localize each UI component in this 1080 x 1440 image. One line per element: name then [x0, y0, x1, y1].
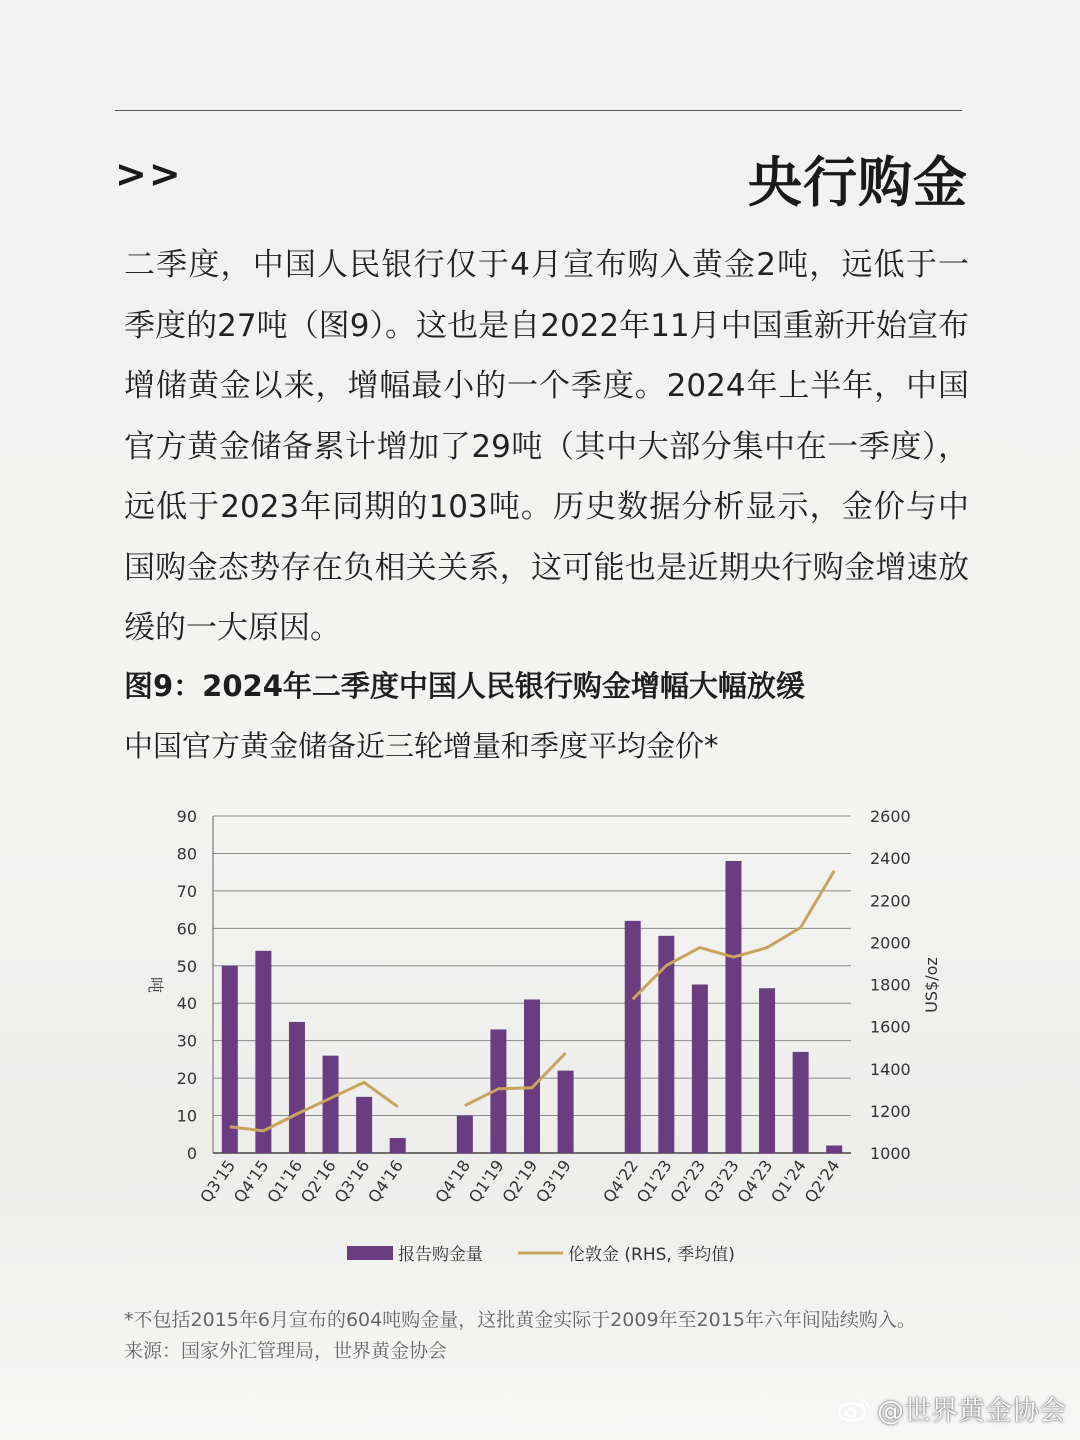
top-rule [115, 110, 962, 111]
left-tick-label: 80 [176, 844, 197, 864]
right-tick-label: 2200 [870, 891, 911, 911]
x-tick-label: Q2'16 [296, 1156, 340, 1207]
bar [625, 921, 641, 1153]
bar [725, 861, 741, 1153]
bar [793, 1052, 809, 1153]
x-axis-labels [196, 1156, 843, 1206]
bar [658, 936, 674, 1153]
legend-label-bar: 报告购金量 [398, 1245, 483, 1265]
figure-subtitle: 中国官方黄金储备近三轮增量和季度平均金价* [124, 729, 719, 763]
x-tick-label: Q4'15 [229, 1156, 273, 1207]
x-tick-label: Q4'18 [431, 1156, 475, 1207]
left-tick-label: 20 [176, 1069, 197, 1089]
x-tick-label: Q3'15 [196, 1156, 240, 1207]
right-tick-label: 2600 [870, 807, 911, 826]
series-line-segment [465, 1053, 566, 1106]
left-tick-label: 90 [176, 807, 197, 826]
bar [524, 999, 540, 1153]
x-tick-label: Q2'24 [800, 1156, 844, 1207]
left-tick-label: 30 [176, 1031, 197, 1051]
left-tick-label: 40 [176, 994, 197, 1014]
x-tick-label: Q1'19 [464, 1156, 508, 1207]
right-axis-ticks [870, 807, 911, 1163]
right-tick-label: 1800 [870, 975, 911, 995]
x-tick-label: Q3'19 [532, 1156, 575, 1207]
section-chevrons: >> [115, 152, 183, 196]
right-tick-label: 1400 [870, 1059, 911, 1079]
left-tick-label: 70 [176, 881, 197, 901]
legend-label-line: 伦敦金 (RHS, 季均值) [568, 1245, 735, 1265]
bar [457, 1116, 473, 1153]
x-tick-label: Q4'22 [599, 1156, 643, 1207]
right-tick-label: 1600 [870, 1017, 911, 1037]
x-tick-label: Q1'16 [263, 1156, 307, 1207]
bar [390, 1138, 406, 1153]
footnote-text: *不包括2015年6月宣布的604吨购金量，这批黄金实际于2009年至2015年六年间陆续购入。 [124, 1309, 916, 1331]
bar [356, 1097, 372, 1153]
bar [759, 988, 775, 1153]
series-line-segment [230, 1082, 398, 1131]
bar [222, 966, 238, 1153]
chart-container [0, 790, 1080, 1290]
footnote-block [124, 1305, 916, 1367]
left-tick-label: 0 [186, 1144, 197, 1163]
y-axis-label: 吨 [146, 976, 165, 994]
y2-axis-label: US$/oz [922, 957, 941, 1013]
right-tick-label: 2400 [870, 849, 911, 869]
left-tick-label: 10 [176, 1106, 197, 1126]
bar [558, 1071, 574, 1153]
page-title: 央行购金 [748, 151, 968, 214]
left-axis-ticks [177, 807, 197, 1163]
legend-swatch-bar [347, 1246, 393, 1260]
right-tick-label: 1200 [870, 1101, 911, 1121]
bar-series [222, 861, 842, 1153]
bar [323, 1056, 339, 1153]
legend [347, 1245, 735, 1265]
right-tick-label: 2000 [870, 933, 911, 953]
chart-svg [0, 790, 1080, 1290]
x-tick-label: Q3'16 [330, 1156, 374, 1207]
right-tick-label: 1000 [870, 1144, 911, 1163]
source-text: 来源：国家外汇管理局，世界黄金协会 [124, 1340, 448, 1362]
x-tick-label: Q1'23 [632, 1156, 676, 1207]
watermark-text: @世界黄金协会 [877, 1396, 1066, 1427]
figure-title: 图9：2024年二季度中国人民银行购金增幅大幅放缓 [124, 669, 805, 703]
left-tick-label: 60 [176, 919, 197, 939]
x-tick-label: Q1'24 [767, 1156, 810, 1207]
x-tick-label: Q4'23 [733, 1156, 777, 1207]
x-tick-label: Q3'23 [699, 1156, 743, 1207]
bar [692, 985, 708, 1154]
body-paragraph: 二季度，中国人民银行仅于4月宣布购入黄金2吨，远低于一季度的27吨（图9）。这也是自2022年11月中国重新开始宣布增储黄金以来，增幅最小的一个季度。2024年上半年，中国官方黄金储备累计增加了29吨（其中大部分集中在一季度），远低于2023年同期的103吨。历史数据分析显示，金价与中国购金态势存在负相关关系，这可能也是近期央行购金增速放缓的一大原因。 [124, 247, 969, 646]
weibo-icon [837, 1396, 871, 1422]
watermark [837, 1389, 1066, 1428]
bar [289, 1022, 305, 1153]
bar [255, 951, 271, 1153]
x-tick-label: Q2'19 [498, 1156, 542, 1207]
x-tick-label: Q4'16 [364, 1156, 407, 1207]
x-tick-label: Q2'23 [666, 1156, 710, 1207]
bar [826, 1146, 842, 1153]
left-tick-label: 50 [176, 956, 197, 976]
